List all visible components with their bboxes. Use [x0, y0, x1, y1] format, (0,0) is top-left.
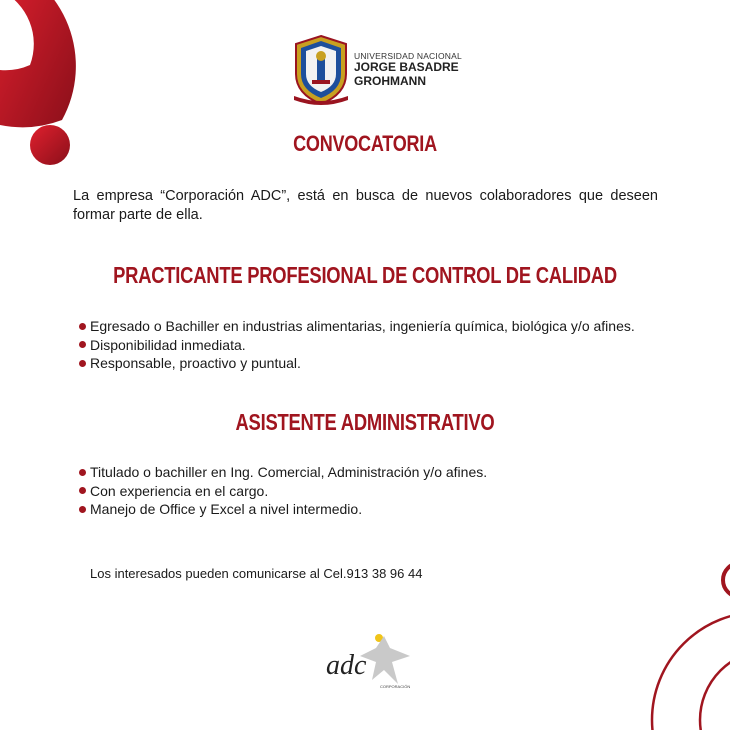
- list-item: [79, 354, 635, 373]
- logo-text: adc: [326, 650, 367, 681]
- red-dot: [30, 125, 70, 165]
- requirements-list-2: [79, 463, 487, 519]
- university-name-line2: JORGE BASADRE: [354, 60, 459, 75]
- intro-line-1: La empresa “Corporación ADC”, está en busca de nuevos colaboradores que deseen: [73, 188, 658, 204]
- adc-logo: [324, 628, 416, 694]
- university-seal-icon: [292, 34, 350, 106]
- bullet-icon: [79, 360, 86, 367]
- list-item: [79, 482, 487, 501]
- requirement-text: Titulado o bachiller en Ing. Comercial, Administración y/o afines.: [90, 464, 488, 480]
- requirements-list-1: [79, 317, 635, 373]
- bullet-icon: [79, 323, 86, 330]
- contact-info: Los interesados pueden comunicarse al Cel.913 38 96 44: [90, 566, 423, 581]
- logo-star-figure-icon: [360, 636, 410, 684]
- logo-subtext: CORPORACIÓN: [380, 684, 411, 689]
- bottom-right-small-ring: [723, 563, 730, 597]
- page-title: CONVOCATORIA: [293, 131, 437, 156]
- intro-line-2: formar parte de ella.: [73, 207, 203, 223]
- bullet-icon: [79, 469, 86, 476]
- list-item: [79, 336, 635, 355]
- requirement-text: Egresado o Bachiller en industrias alimentarias, ingeniería química, biológica y/o afines.: [90, 318, 635, 334]
- intro-paragraph: [73, 187, 658, 225]
- top-left-ring: [0, 0, 76, 127]
- requirement-text: Responsable, proactivo y puntual.: [90, 355, 301, 371]
- position-title-1: PRACTICANTE PROFESIONAL DE CONTROL DE CALIDAD: [113, 262, 617, 288]
- bullet-icon: [79, 506, 86, 513]
- university-name-line3: GROHMANN: [354, 73, 426, 88]
- bottom-right-ring-inner: [700, 650, 730, 730]
- list-item: [79, 317, 635, 336]
- bullet-icon: [79, 341, 86, 348]
- position-title-2: ASISTENTE ADMINISTRATIVO: [235, 409, 495, 435]
- requirement-text: Disponibilidad inmediata.: [90, 336, 246, 353]
- university-name-line1: UNIVERSIDAD NACIONAL: [354, 51, 462, 62]
- requirement-text: Con experiencia en el cargo.: [90, 482, 269, 499]
- university-logo: [292, 34, 462, 106]
- requirement-text: Manejo de Office y Excel a nivel intermedio.: [90, 501, 363, 517]
- bullet-icon: [79, 487, 86, 494]
- list-item: [79, 463, 487, 482]
- list-item: [79, 500, 487, 519]
